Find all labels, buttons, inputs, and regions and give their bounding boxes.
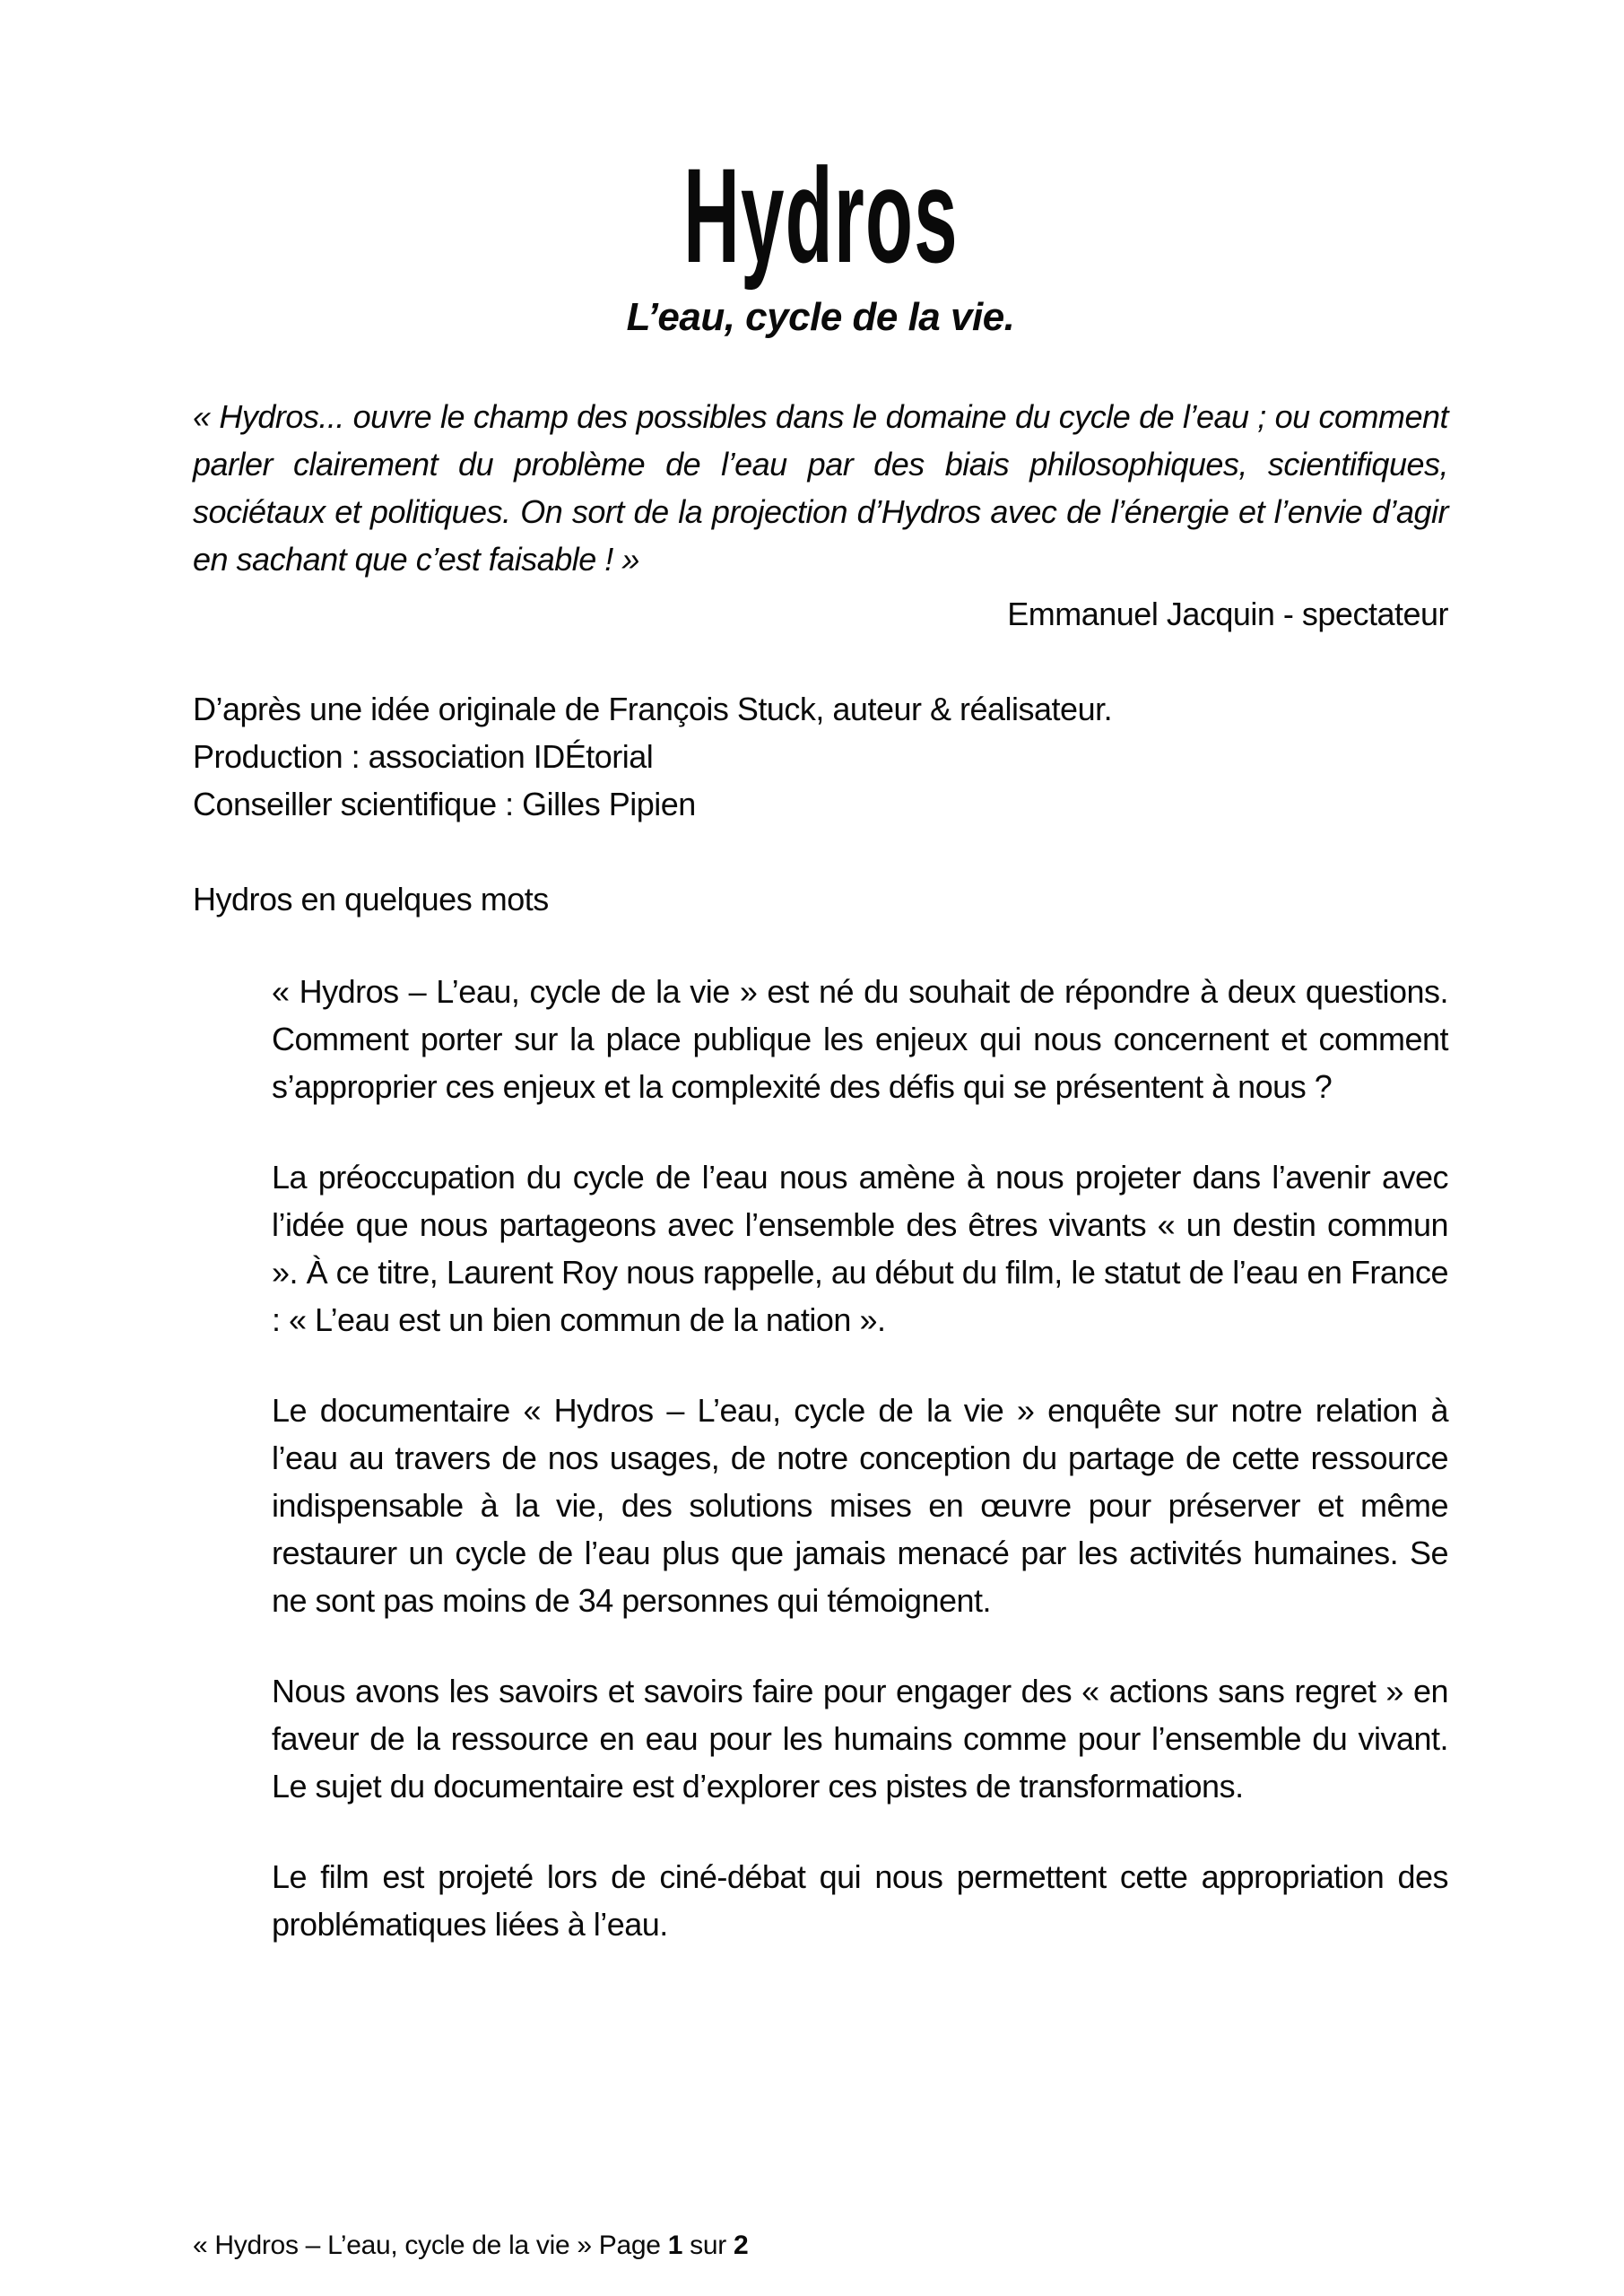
- paragraph-actions-sans-regret: Nous avons les savoirs et savoirs faire pour engager des « actions sans regret » en faveur de la ressource en eau pour les humains comme pour l’ensemble du vivant. Le sujet du documentaire est d’explorer ces pistes de transformations.: [272, 1673, 1448, 1805]
- body-paragraphs: [272, 968, 1448, 1948]
- document-subtitle: L’eau, cycle de la vie.: [626, 295, 1015, 339]
- quote-paragraph: « Hydros... ouvre le champ des possibles dans le domaine du cycle de l’eau ; ou comment parler clairement du problème de l’eau par des biais philosophiques, scientifiques, sociétaux et politiques. On sort de la projection d’Hydros avec de l’énergie et l’envie d’agir en sachant que c’est faisable ! »: [193, 398, 1448, 578]
- document-title: Hydros: [682, 140, 959, 291]
- page-footer: [193, 2230, 748, 2262]
- credits-block: [193, 685, 1448, 828]
- paragraph-two-questions: « Hydros – L’eau, cycle de la vie » est né du souhait de répondre à deux questions. Comment porter sur la place publique les enjeux qui nous concernent et comment s’approprier ces enjeux et la complexité des défis qui se présentent à nous ?: [272, 973, 1448, 1105]
- section-heading: Hydros en quelques mots: [193, 881, 549, 918]
- paragraph-destin-commun: La préoccupation du cycle de l’eau nous amène à nous projeter dans l’avenir avec l’idée que nous partageons avec l’ensemble des êtres vivants « un destin commun ». À ce titre, Laurent Roy nous rappelle, au début du film, le statut de l’eau en France : « L’eau est un bien commun de la nation ».: [272, 1159, 1448, 1338]
- page-title-wrap: [193, 140, 1448, 291]
- quote-attribution: Emmanuel Jacquin - spectateur: [1007, 596, 1448, 632]
- credit-line-original-idea: D’après une idée originale de François Stuck, auteur & réalisateur.: [193, 691, 1113, 727]
- paragraph-documentaire-enquete: Le documentaire « Hydros – L’eau, cycle de la vie » enquête sur notre relation à l’eau au travers de nos usages, de notre conception du partage de cette ressource indispensable à la vie, des solutions mises en œuvre pour préserver et même restaurer un cycle de l’eau plus que jamais menacé par les activités humaines. Se ne sont pas moins de 34 personnes qui témoignent.: [272, 1392, 1448, 1619]
- paragraph-cine-debat: Le film est projeté lors de ciné-débat qui nous permettent cette appropriation des problématiques liées à l’eau.: [272, 1858, 1448, 1943]
- footer-total-pages: 2: [733, 2231, 749, 2260]
- credit-line-scientific-advisor: Conseiller scientifique : Gilles Pipien: [193, 786, 696, 822]
- footer-separator: sur: [682, 2231, 734, 2260]
- footer-text: « Hydros – L’eau, cycle de la vie » Page: [193, 2231, 668, 2260]
- footer-page-number: 1: [667, 2231, 683, 2260]
- credit-line-production: Production : association IDÉtorial: [193, 738, 654, 775]
